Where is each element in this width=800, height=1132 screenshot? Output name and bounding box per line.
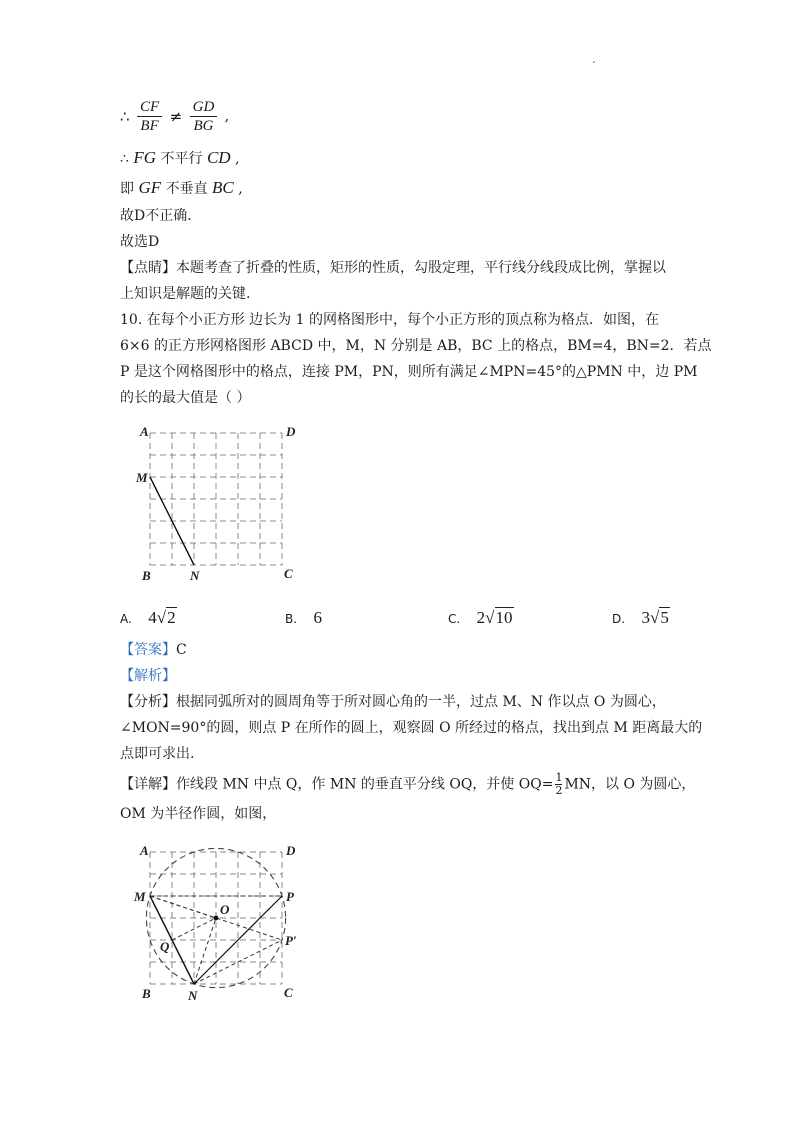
therefore-symbol: ∴ [120, 151, 129, 167]
answer-tag: 【答案】 [120, 642, 176, 658]
not-perpendicular-text: 不垂直 [165, 181, 208, 197]
option-d[interactable]: D. 3√5 [612, 608, 669, 627]
conclusion-d-incorrect: 故D不正确． [120, 208, 202, 224]
option-c-radicand: 10 [495, 608, 513, 627]
label-c: C [284, 985, 293, 1000]
analysis-line-1 [120, 692, 666, 712]
question-line-4: 的长的最大值是（ ） [120, 390, 251, 406]
header-dot: . [592, 52, 596, 66]
answer-value: C [176, 642, 187, 658]
option-c[interactable]: C. 2√10 [448, 608, 513, 627]
label-m: M [134, 889, 146, 904]
frac2-denominator: BG [193, 118, 214, 134]
label-n: N [190, 568, 200, 583]
half-numerator: 1 [555, 771, 563, 784]
detail-line-2: OM 为半径作圆，如图， [120, 806, 277, 822]
option-b[interactable] [285, 606, 322, 631]
label-q: Q [160, 939, 170, 954]
analysis-tag-fenxi: 【分析】 [120, 694, 176, 710]
comment-tag: 【点睛】 [120, 260, 176, 276]
label-a: A [140, 843, 149, 858]
detail-line-1 [120, 772, 695, 797]
detail-text-b: MN，以 O 为圆心， [564, 776, 696, 793]
segment-mn [150, 896, 194, 984]
fraction-inequality-line [120, 98, 229, 135]
option-c-coef: 2 [476, 608, 486, 627]
frac2-numerator: GD [190, 98, 218, 117]
label-m: M [136, 470, 148, 485]
segment-bc: BC [212, 178, 234, 197]
label-o: O [220, 902, 230, 917]
label-p: P [286, 889, 294, 904]
option-a-radicand: 2 [167, 608, 176, 627]
question-line-2: 6×6 的正方形网格图形 ABCD 中，M，N 分别是 AB，BC 上的格点，BM=4，BN=2．若点 [120, 338, 712, 354]
line1-suffix: , [224, 108, 230, 125]
option-a-coef: 4 [148, 608, 157, 627]
analysis-line-2: ∠MON=90°的圆，则点 P 在所作的圆上，观察圆 O 所经过的格点，找出到点 M 距离最大的 [120, 720, 703, 736]
question-line-3: P 是这个网格图形中的格点，连接 PM，PN，则所有满足∠MPN=45°的△PMN 中，边 PM [120, 364, 698, 380]
segment-gf: GF [138, 178, 162, 197]
grid-figure-2 [120, 835, 320, 1005]
segment-np [194, 896, 282, 984]
segment-fg: FG [133, 148, 157, 167]
label-b: B [142, 986, 151, 1001]
fg-not-parallel-line [120, 148, 239, 169]
option-c-label: C. [448, 612, 461, 626]
label-d: D [286, 843, 296, 858]
option-a[interactable]: A. 4√2 [120, 608, 176, 627]
analysis-text-1: 根据同弧所对的圆周角等于所对圆心角的一半，过点 M、N 作以点 O 为圆心， [176, 694, 666, 710]
fraction-cf-bf [137, 98, 162, 135]
detail-text-a: 作线段 MN 中点 Q，作 MN 的垂直平分线 OQ，并使 OQ= [176, 776, 554, 793]
choose-d-line: 故选D [120, 234, 160, 250]
therefore-symbol: ∴ [120, 107, 130, 126]
option-d-radicand: 5 [660, 608, 669, 627]
frac1-numerator: CF [137, 98, 162, 117]
grid-figure-1 [120, 420, 320, 590]
fraction-gd-bg [190, 98, 218, 135]
label-a: A [140, 424, 149, 439]
label-c: C [284, 566, 293, 581]
segment-cd: CD [206, 148, 231, 167]
detail-tag: 【详解】 [120, 776, 176, 793]
label-p-prime: P′ [285, 933, 297, 948]
segment-mn [150, 477, 194, 565]
analysis-tag: 【解析】 [120, 668, 176, 684]
option-a-label: A. [120, 612, 132, 626]
frac1-denominator: BF [140, 118, 159, 134]
gf-not-perpendicular-line [120, 178, 243, 199]
grid-lines [150, 433, 282, 565]
comment-text-1: 本题考查了折叠的性质，矩形的性质，勾股定理，平行线分线段成比例，掌握以 [176, 260, 666, 276]
option-d-label: D. [612, 612, 626, 626]
question-line-1: 10. 在每个小正方形 边长为 1 的网格图形中，每个小正方形的顶点称为格点．如图，在 [120, 312, 659, 328]
label-n: N [188, 988, 198, 1003]
line3-suffix: , [238, 181, 243, 197]
half-denominator: 2 [555, 784, 563, 797]
comment-line-1 [120, 258, 666, 278]
half-fraction [555, 772, 562, 797]
answer-line [120, 640, 187, 660]
analysis-line-3: 点即可求出. [120, 746, 195, 762]
not-parallel-text: 不平行 [160, 151, 203, 167]
not-equal-symbol: ≠ [169, 107, 183, 126]
point-o [214, 916, 219, 921]
ji-text: 即 [120, 181, 134, 197]
label-b: B [142, 568, 151, 583]
option-b-value: 6 [313, 608, 322, 627]
comment-line-2: 上知识是解题的关键. [120, 286, 251, 302]
option-d-coef: 3 [641, 608, 651, 627]
line2-suffix: , [235, 151, 240, 167]
label-d: D [286, 424, 296, 439]
option-b-label: B. [285, 612, 298, 626]
